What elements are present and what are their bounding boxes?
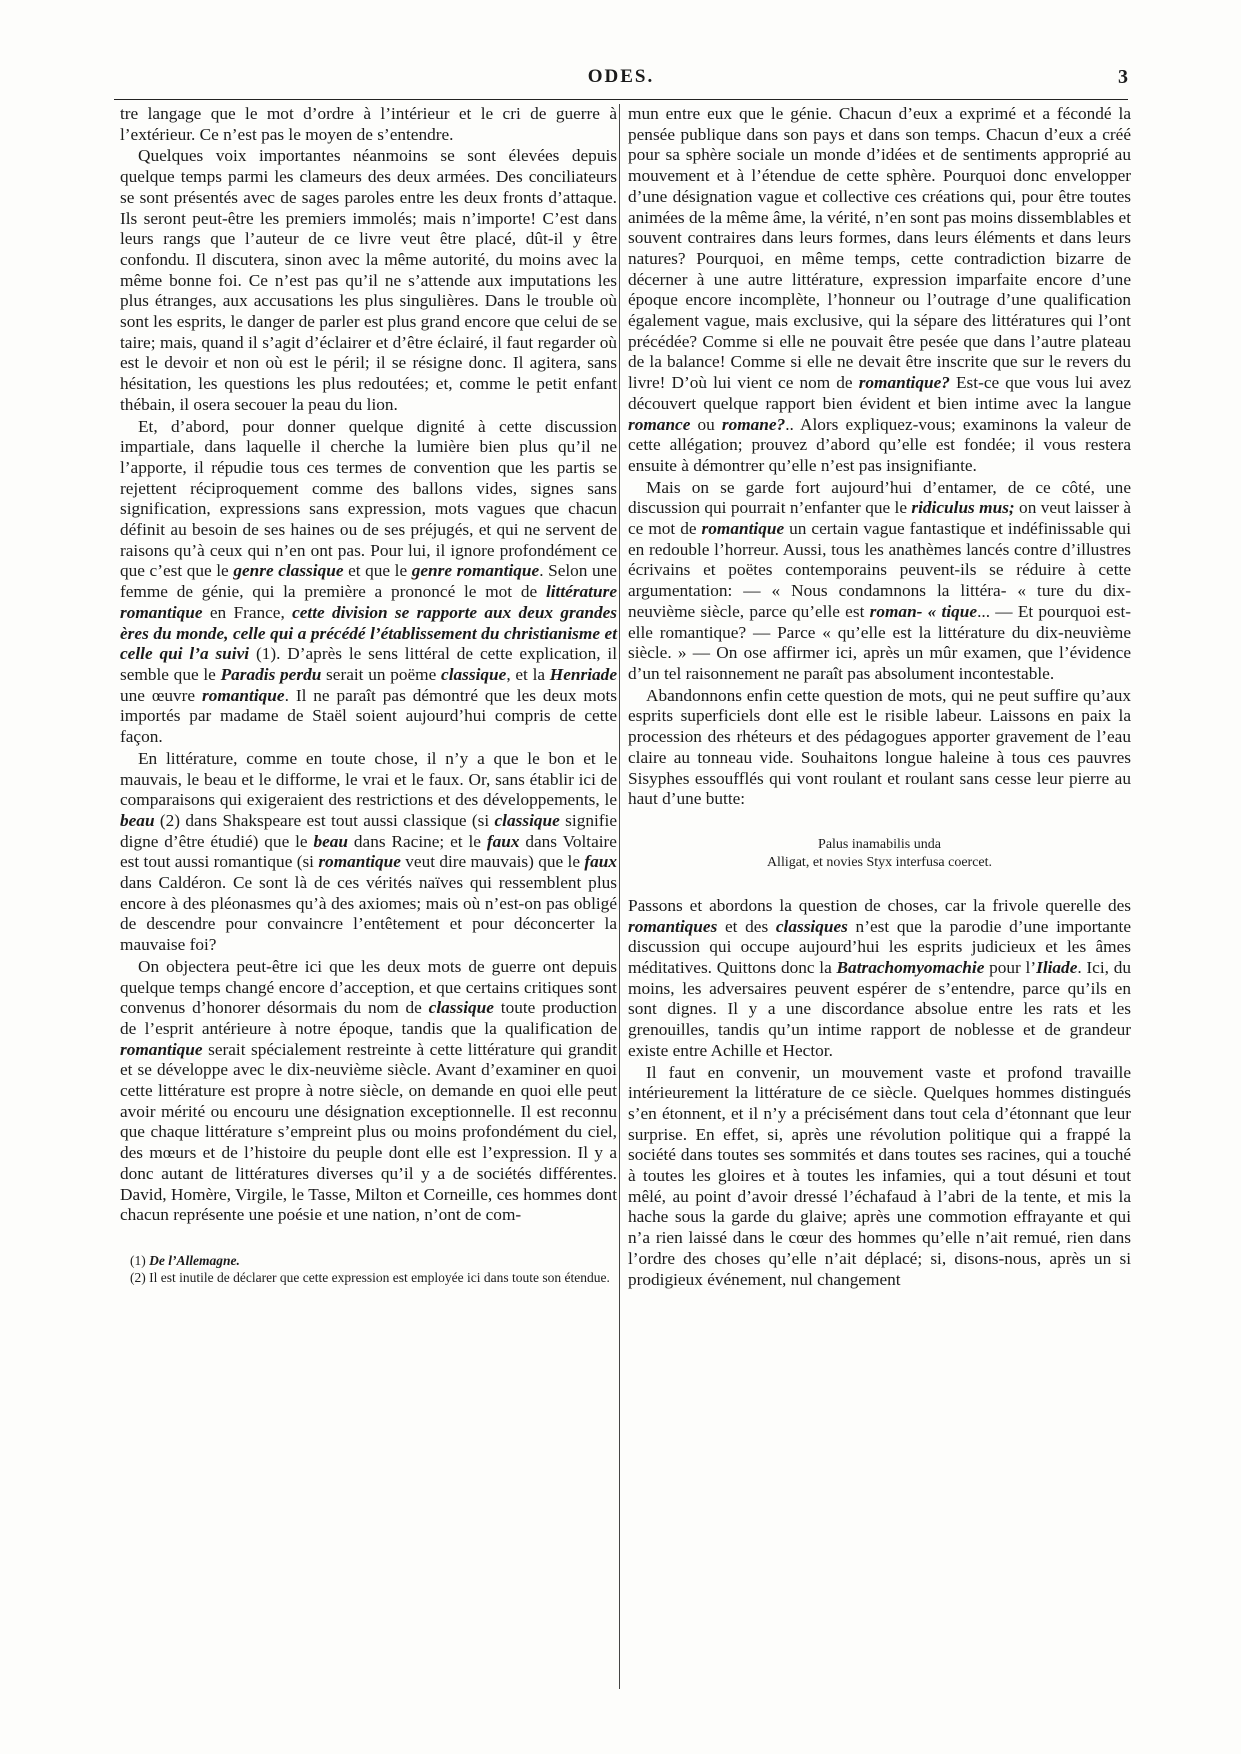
paragraph — [628, 896, 1131, 1062]
verse-line: Alligat, et novies Styx interfusa coercet. — [766, 854, 993, 870]
text-run: . Il ne paraît pas démontré que les deux mots importés par madame de Staël soient aujourd’hui compris de cette façon. — [120, 685, 618, 747]
italic-text: romane? — [721, 414, 786, 434]
paragraph — [628, 1063, 1131, 1291]
italic-text: romantiques — [628, 916, 718, 936]
page-number: 3 — [1118, 66, 1128, 88]
text-run: , et la — [506, 664, 550, 684]
text-run: En littérature, comme en toute chose, il n’y a que le bon et le mauvais, le beau et le difforme, le vrai et le faux. Or, sans établir ici de comparaisons qui exigeraient des restrictions et des développements, le — [120, 748, 617, 810]
text-run: Est-ce que vous lui avez découvert quelque rapport bien évident et bien intime avec la langue — [628, 373, 1131, 413]
text-run: dans Voltaire est tout aussi romantique (si — [120, 831, 617, 872]
text-run: et que le — [343, 561, 412, 581]
text-run: Et, d’abord, pour donner quelque dignité à cette discussion impartiale, dans laquelle il cherche la lumière bien plus qu’il ne l’apporte, il répudie tous ces termes de convention que les partis se rejettent réciproquement comme des ballons vides, signes sans signification, expressions sans expression, mots vagues que chacun définit au besoin de ses haines ou de ses préjugés, et qui ne servent de raisons qu’à ceux qui n’en ont pas. Pour lui, il ignore profondément ce que c’est que le — [120, 416, 617, 581]
text-run: . Ici, du moins, les adversaires peuvent espérer de s’entendre, parce qu’ils en sont dignes. Il y a une discordance absolue entre les rats et les grenouilles, tandis qu’un intime rapport de noblesse et de grandeur existe entre Achille et Hector. — [628, 958, 1131, 1060]
paragraph — [120, 146, 617, 415]
italic-text: ridiculus mus; — [911, 498, 1015, 518]
text-run: tre langage que le mot d’ordre à l’intérieur et le cri de guerre à l’extérieur. Ce n’est pas le moyen de s’entendre. — [120, 104, 617, 144]
text-run: en France, — [202, 602, 293, 622]
text-run: et des — [717, 916, 776, 936]
paragraph — [628, 478, 1131, 685]
italic-text: genre classique — [233, 561, 344, 581]
text-run: serait un poëme — [321, 664, 442, 684]
italic-text: littérature romantique — [120, 582, 617, 622]
paragraph — [120, 104, 617, 145]
text-run: un certain vague fantastique et indéfinissable qui en redouble l’horreur. Aussi, tous les anathèmes lancés contre d’illustres écrivains et poëtes contemporains peuvent-ils se réduire à cette argumentation: — « Nous condamnons la littéra- « ture du dix-neuvième siècle, parce qu’elle est — [628, 519, 1131, 621]
italic-text: romantique — [701, 519, 785, 539]
italic-text: romantique — [120, 1039, 203, 1059]
text-run: veut dire mauvais) que le — [400, 852, 585, 872]
text-run: dans Racine; et le — [348, 831, 487, 851]
italic-text: romantique — [201, 685, 285, 705]
right-column — [628, 104, 1131, 1290]
paragraph — [628, 104, 1131, 477]
column-divider — [619, 104, 620, 1689]
text-run: (2) Il est inutile de déclarer que cette expression est employée ici dans toute son étendue. — [130, 1269, 610, 1285]
italic-text: romantique? — [858, 373, 950, 393]
paragraph — [120, 957, 617, 1226]
italic-text: classique — [441, 664, 507, 684]
left-column — [120, 104, 617, 1286]
italic-text: romance — [628, 414, 691, 434]
italic-text: Iliade — [1036, 958, 1078, 978]
text-run: Il faut en convenir, un mouvement vaste et profond travaille intérieurement la littérature de ce siècle. Quelques hommes distingués s’en étonnent, et il n’y a précisément dans tout cela d’étonnant que leur surprise. En effet, si, après une révolution politique qui a frappé la société dans toutes ses sommités et dans toutes ses racines, qui a touché à toutes les gloires et à toutes les infamies, qui a tout désuni et tout mêlé, au point d’avoir dressé l’échafaud à l’abri de la tente, et mis la hache sous la garde du glaive; après une commotion effrayante et qui n’a rien laissé dans le cœur des hommes qu’elle n’ait remué, rien dans l’ordre des choses qu’elle n’ait déplacé; si, disons-nous, après un si prodigieux événement, nul changement — [628, 1062, 1131, 1289]
text-run: signifie digne d’être étudié) que le — [120, 810, 617, 851]
text-run: Mais on se garde fort aujourd’hui d’entamer, de ce côté, une discussion qui pourrait n’enfanter que le — [628, 477, 1131, 518]
text-run: ou — [690, 414, 722, 434]
verse-line: Palus inamabilis unda — [818, 836, 941, 852]
text-run: Passons et abordons la question de choses, car la frivole querelle des — [628, 895, 1131, 915]
text-run: (2) dans Shakspeare est tout aussi classique (si — [154, 810, 495, 830]
paragraph — [628, 686, 1131, 810]
italic-text: classiques — [775, 916, 848, 936]
text-run: on veut laisser à ce mot de — [628, 498, 1131, 539]
text-run: . Selon une femme de génie, qui la première a prononcé le mot de — [120, 561, 617, 602]
text-run: Abandonnons enfin cette question de mots, qui ne peut suffire qu’aux esprits superficiels dont elle est le risible labeur. Laissons en paix la procession des rhéteurs et des pédagogues apporter gravement de l’eau claire au tonneau vide. Souhaitons longue haleine à tous ces pauvres Sisyphes essoufflés qui vont roulant et roulant sans cesse leur pierre au haut d’une butte: — [628, 685, 1131, 809]
italic-text: cette division se rapporte aux deux grandes ères du monde, celle qui a précédé l’établissement du christianisme et celle qui l’a suivi — [120, 602, 617, 664]
italic-text: classique — [494, 810, 560, 830]
italic-text: faux — [486, 831, 520, 851]
text-run: Quelques voix importantes néanmoins se sont élevées depuis quelque temps parmi les clameurs des deux armées. Des conciliateurs se sont présentés avec de sages paroles entre les deux fronts d’attaque. Ils seront peut-être les premiers immolés; mais n’importe! C’est dans leurs rangs que l’auteur de ce livre veut être placé, dût-il y être confondu. Il discutera, sinon avec la même autorité, du moins avec la même bonne foi. Ce n’est pas qu’il ne s’attende aux imputations les plus étranges, aux accusations les plus singulières. Dans le trouble où sont les esprits, le danger de parler est plus grand encore que celui de se taire; mais, quand il s’agit d’éclairer et d’être éclairé, il faut regarder où est le devoir et non où est le péril; il se résigne donc. Il agitera, sans hésitation, les questions les plus redoutées; et, comme le petit enfant thébain, il osera secouer la peau du lion. — [120, 146, 617, 414]
text-run: une œuvre — [120, 685, 202, 705]
italic-text: De l’Allemagne. — [149, 1252, 240, 1268]
running-header — [114, 66, 1128, 90]
italic-text: beau — [120, 810, 155, 830]
footnote — [120, 1269, 617, 1286]
footnotes — [120, 1252, 617, 1286]
italic-text: romantique — [318, 852, 401, 872]
italic-text: genre romantique — [411, 561, 540, 581]
text-run: mun entre eux que le génie. Chacun d’eux a exprimé et a fécondé la pensée publique dans son pays et dans son temps. Chacun d’eux a créé pour sa sphère sociale un monde d’idées et de sentiments approprié au mouvement et à l’étendue de cette sphère. Pourquoi donc envelopper d’une désignation vague et collective ces créations qui, pour être toutes animées de la même âme, la vérité, n’en sont pas moins dissemblables et souvent contraires dans leurs formes, dans leurs éléments et dans leurs natures? Pourquoi, en même temps, cette contradiction bizarre de décerner à une autre littérature, expression imparfaite encore d’une époque encore incomplète, l’honneur ou l’outrage d’une qualification également vague, mais exclusive, qui la sépare des littératures qui l’ont précédée? Comme si elle ne pouvait être pesée que dans l’autre plateau de la balance! Comme si elle ne devait être inscrite que sur le revers du livre! D’où lui vient ce nom de — [628, 104, 1131, 393]
text-run: .. Alors expliquez-vous; examinons la valeur de cette allégation; prouvez d’abord qu’elle est fondée; il vous restera ensuite à démontrer qu’elle n’est pas insignifiante. — [628, 414, 1131, 475]
footnote — [120, 1252, 617, 1269]
text-run: toute production de l’esprit antérieure à notre époque, tandis que la qualification de — [120, 998, 617, 1038]
header-rule — [114, 99, 1128, 100]
paragraph — [120, 417, 617, 748]
text-run: dans Caldéron. Ce sont là de ces vérités naïves qui ressemblent plus encore à des pléonasmes qu’à des axiomes; mais où n’est-on pas obligé de descendre pour convaincre l’entêtement et pour déconcerter la mauvaise foi? — [120, 873, 617, 955]
italic-text: Paradis perdu — [220, 664, 322, 684]
italic-text: Henriade — [549, 664, 617, 684]
text-run: ... — Et pourquoi est-elle romantique? — Parce « qu’elle est la littérature du dix-neuvième siècle. » — On ose affirmer ici, après un mûr examen, que l’évidence d’un tel raisonnement ne paraît pas absolument incontestable. — [628, 601, 1132, 683]
paragraph — [120, 749, 617, 956]
text-run: n’est que la parodie d’une importante discussion qui occupe aujourd’hui les esprits judicieux et les âmes méditatives. Quittons donc la — [628, 916, 1131, 978]
text-run: serait spécialement restreinte à cette littérature qui grandit et se développe avec le dix-neuvième siècle. Avant d’examiner en quoi cette littérature est propre à notre siècle, on demande en quoi elle peut avoir mérité ou encouru une désignation exceptionnelle. Il est reconnu que chaque littérature s’empreint plus ou moins profondément du ciel, des mœurs et de l’histoire du peuple dont elle est l’expression. Il y a donc autant de littératures diverses qu’il y a de sociétés différentes. David, Homère, Virgile, le Tasse, Milton et Corneille, ces hommes dont chacun représente une poésie et une nation, n’ont de com- — [120, 1039, 617, 1225]
verse-quotation — [628, 836, 1131, 872]
text-run: On objectera peut-être ici que les deux mots de guerre ont depuis quelque temps changé encore d’acception, et que certains critiques sont convenus d’honorer désormais du nom de — [120, 956, 617, 1018]
text-run: pour l’ — [984, 958, 1037, 978]
italic-text: Batrachomyomachie — [836, 958, 985, 978]
italic-text: roman- « tique — [869, 601, 978, 621]
italic-text: faux — [584, 852, 617, 872]
text-run: (1) — [130, 1252, 150, 1268]
italic-text: beau — [313, 831, 349, 851]
running-title: ODES. — [587, 66, 655, 87]
italic-text: classique — [428, 998, 494, 1018]
text-run: (1). D’après le sens littéral de cette explication, il semble que le — [120, 644, 617, 684]
